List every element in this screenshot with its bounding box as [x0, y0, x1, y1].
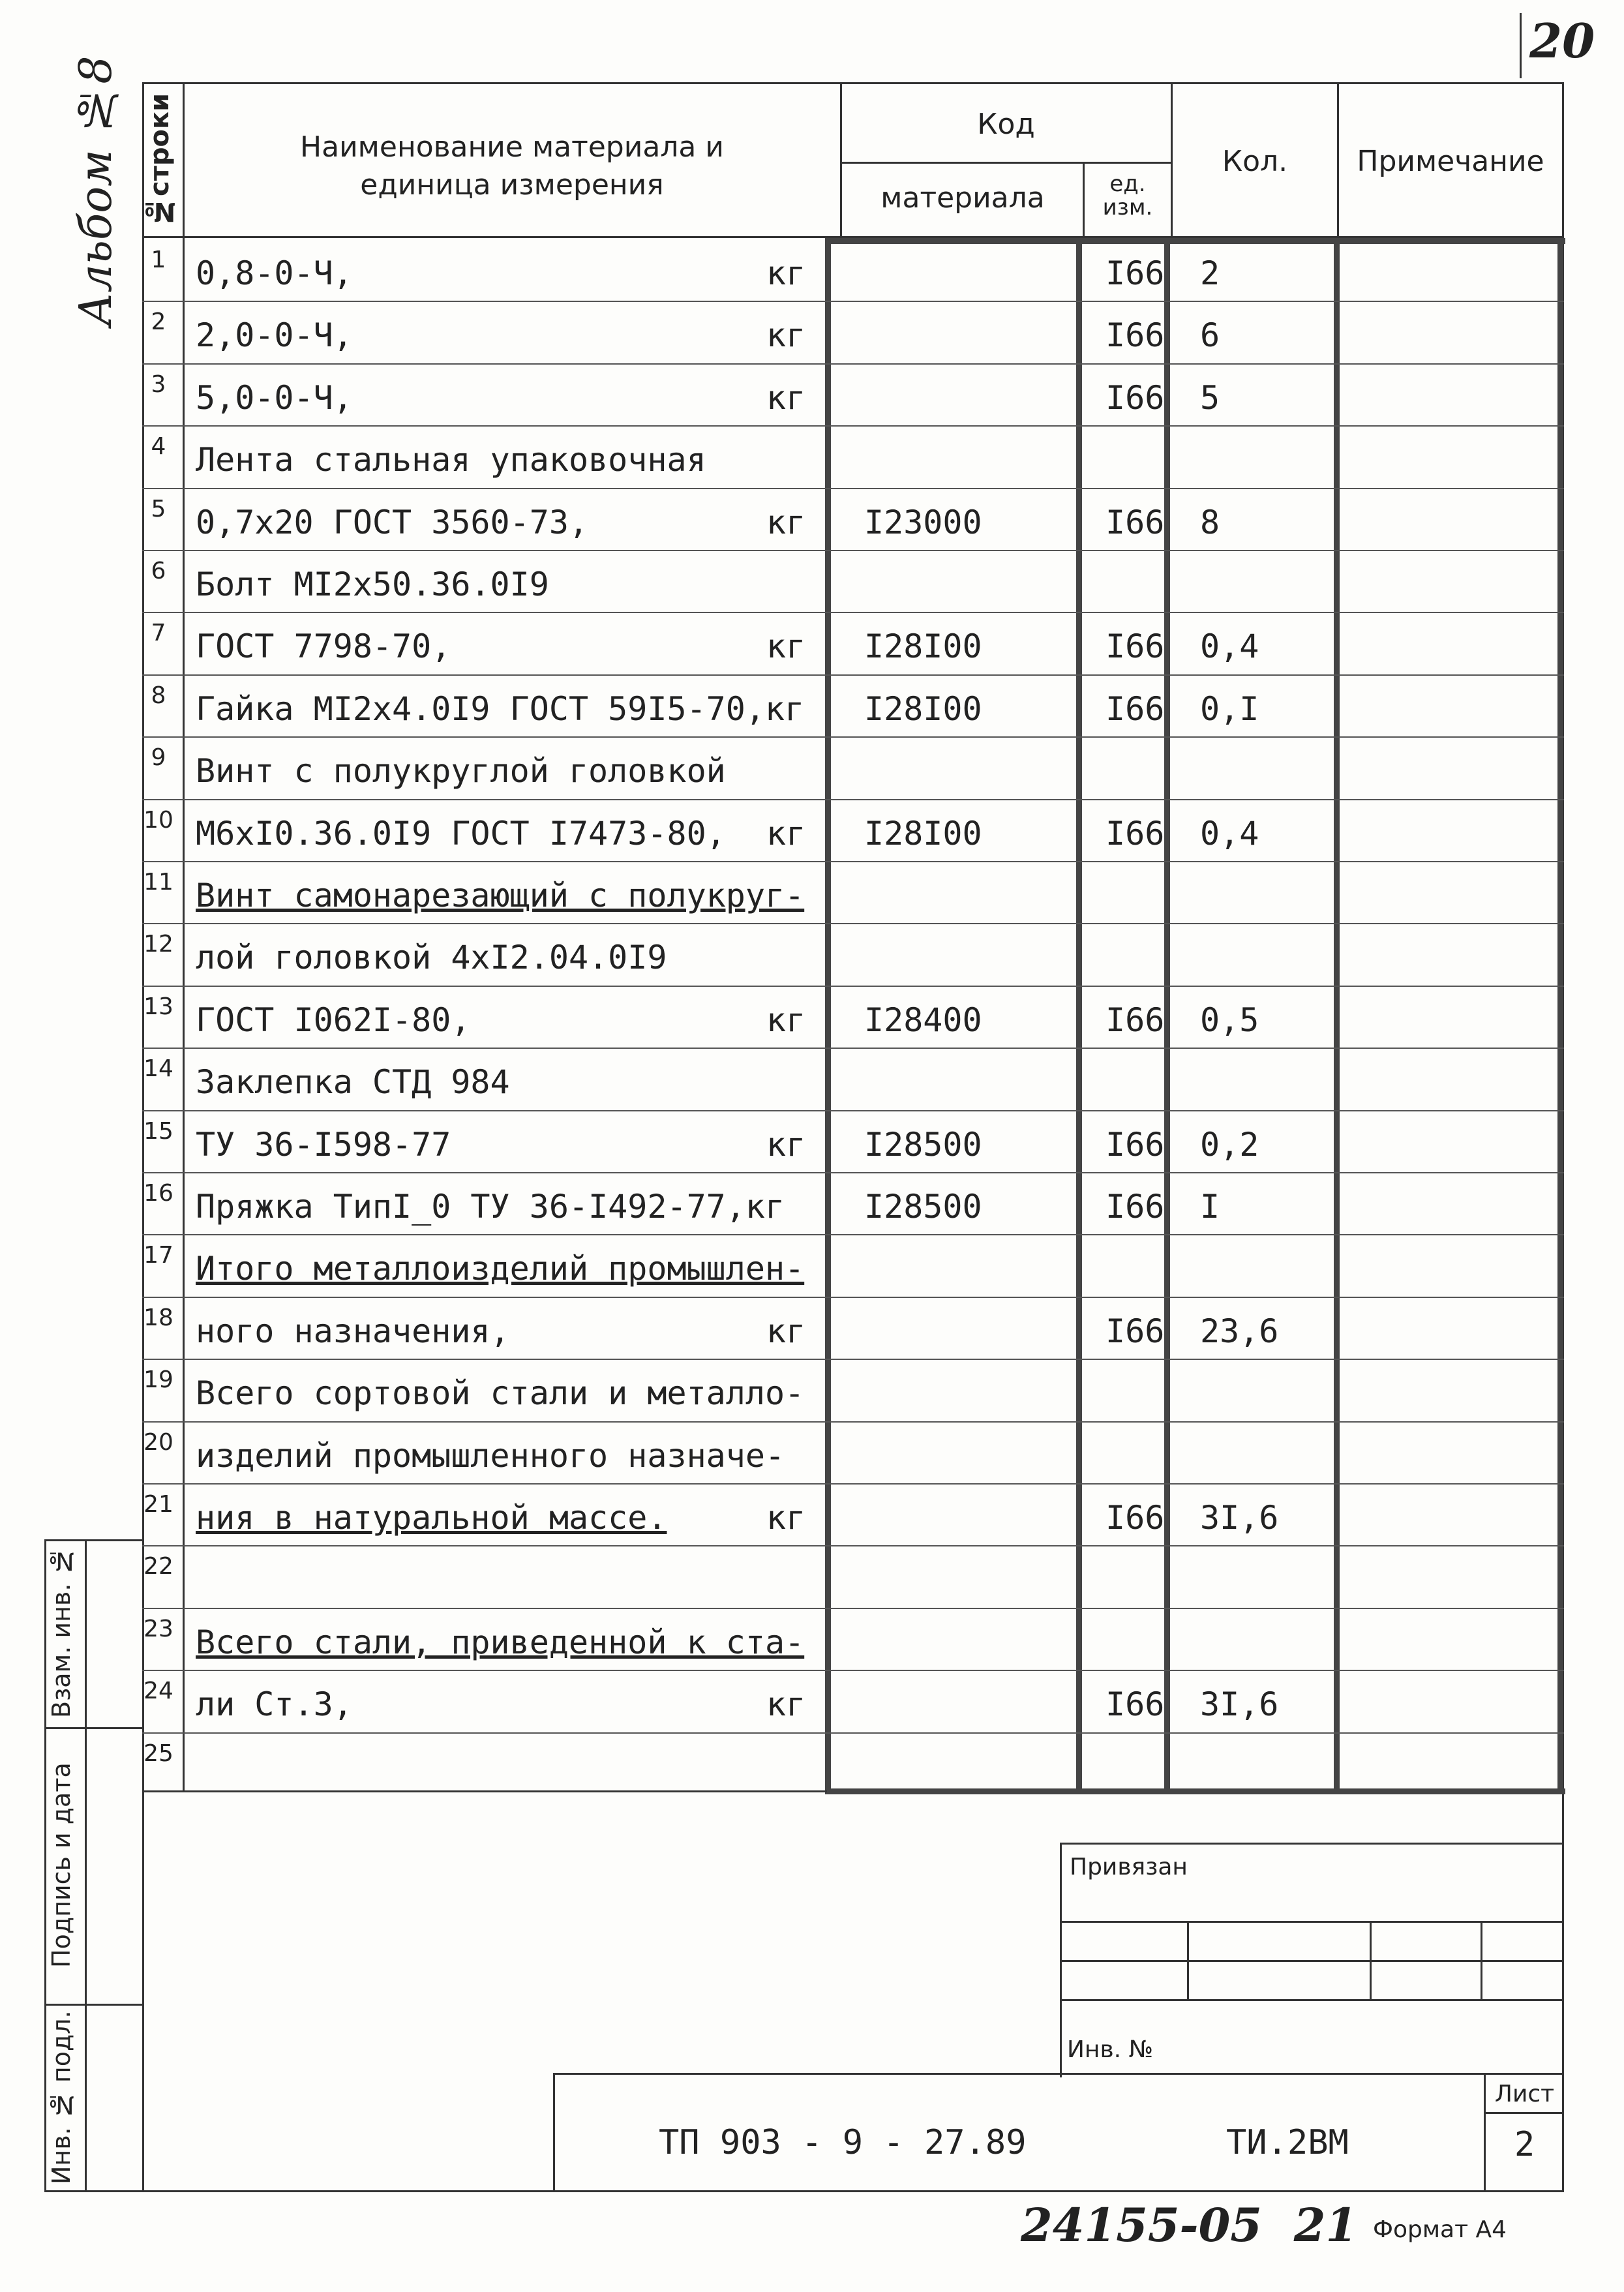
row-qty: 6	[1200, 316, 1220, 355]
row-name: Гайка MI2x4.0I9 ГОСТ 59I5-70,кг	[196, 689, 805, 728]
qty-col-bold	[1334, 238, 1340, 1794]
row-unit-code: I66	[1105, 814, 1165, 852]
row-separator	[142, 425, 1564, 427]
row-separator	[142, 1732, 1564, 1734]
tb-grid-h2	[1060, 1960, 1562, 1962]
row-number: 3	[151, 370, 166, 398]
header-note: Примечание	[1357, 145, 1544, 178]
row-number: 14	[143, 1055, 173, 1083]
row-name: лой головкой 4xI2.04.0I9	[196, 939, 667, 977]
stamp-podpis: Подпись и дата	[47, 1762, 76, 1968]
tb-grid-h1	[1060, 1921, 1562, 1923]
row-number: 19	[143, 1366, 173, 1394]
row-unit-code: I66	[1105, 1125, 1165, 1164]
tb-privyazan: Привязан	[1070, 1854, 1188, 1880]
row-separator	[142, 1421, 1564, 1423]
row-unit-code: I66	[1105, 627, 1165, 666]
row-unit: кг	[766, 1001, 806, 1039]
row-name: 0,7x20 ГОСТ 3560-73,	[196, 503, 589, 541]
header-unit-line2: изм.	[1102, 194, 1153, 220]
stamp-div2	[44, 2004, 142, 2006]
row-unit: кг	[766, 378, 806, 417]
row-number: 11	[143, 869, 173, 896]
row-name: Всего стали, приведенной к ста-	[196, 1623, 805, 1661]
row-separator	[142, 674, 1564, 676]
row-unit-code: I66	[1105, 1312, 1165, 1350]
row-number: 10	[143, 806, 173, 834]
row-number: 23	[143, 1615, 173, 1642]
album-label: Альбом №8	[70, 55, 122, 326]
header-qty: Кол.	[1222, 145, 1288, 178]
row-qty: 0,5	[1200, 1001, 1259, 1039]
body-bottom-bold	[825, 1788, 1565, 1794]
row-separator	[142, 1359, 1564, 1360]
row-material-code: I28I00	[864, 627, 982, 666]
row-unit: кг	[766, 316, 806, 355]
row-separator	[142, 1234, 1564, 1235]
row-separator	[142, 736, 1564, 738]
row-separator	[142, 612, 1564, 613]
row-separator	[142, 1172, 1564, 1173]
row-number: 21	[143, 1491, 173, 1518]
stamp-top	[44, 1539, 142, 1541]
row-number: 13	[143, 993, 173, 1020]
header-name-line2: единица измерения	[360, 168, 664, 202]
row-qty: 0,I	[1200, 689, 1259, 728]
row-name: 5,0-0-Ч,	[196, 378, 353, 417]
row-name: 0,8-0-Ч,	[196, 254, 353, 292]
row-number: 7	[151, 620, 166, 647]
row-name: Итого металлоизделий промышлен-	[196, 1250, 805, 1288]
row-unit: кг	[766, 1312, 806, 1350]
row-number: 24	[143, 1678, 173, 1705]
header-unit-line1: ед.	[1109, 171, 1146, 197]
row-separator	[142, 1483, 1564, 1485]
row-separator	[142, 923, 1564, 924]
row-separator	[142, 301, 1564, 302]
stamp-vzam: Взам. инв. №	[47, 1546, 76, 1718]
tb-grid-h3	[1060, 1999, 1562, 2001]
row-name: ГОСТ I062I-80,	[196, 1001, 471, 1039]
footer-format: Формат А4	[1373, 2216, 1507, 2243]
name-col-line	[840, 82, 842, 244]
row-unit: кг	[766, 1125, 806, 1164]
tb-sheet-value: 2	[1514, 2125, 1535, 2164]
tb-inv-no: Инв. №	[1067, 2036, 1154, 2063]
row-separator	[142, 861, 1564, 862]
row-number: 22	[143, 1553, 173, 1580]
row-separator	[142, 363, 1564, 365]
row-unit-code: I66	[1105, 1499, 1165, 1537]
row-unit: кг	[766, 814, 806, 852]
tb-grid-v3	[1481, 1921, 1482, 1999]
row-name: M6xI0.36.0I9 ГОСТ I7473-80,	[196, 814, 726, 852]
tb-main-left	[553, 2073, 555, 2192]
tb-sheet-div	[1484, 2112, 1563, 2114]
row-separator	[142, 986, 1564, 987]
header-row-no: №строки	[145, 93, 175, 227]
tb-grid-v1	[1187, 1921, 1189, 1999]
row-number: 9	[151, 744, 166, 772]
row-qty: 2	[1200, 254, 1220, 292]
row-qty: 5	[1200, 378, 1220, 417]
table-top-line	[142, 82, 1564, 84]
row-material-code: I28500	[864, 1125, 982, 1164]
rownum-col-line	[183, 82, 185, 1791]
row-material-code: I28I00	[864, 689, 982, 728]
row-qty: 0,4	[1200, 627, 1259, 666]
row-name: Всего сортовой стали и металло-	[196, 1374, 805, 1413]
tb-sheet-left	[1484, 2073, 1486, 2192]
body-top-bold	[825, 238, 1565, 244]
tb-doc-mark: ТИ.2ВМ	[1226, 2123, 1349, 2162]
right-bold	[1557, 238, 1563, 1794]
row-name: Лента стальная упаковочная	[196, 441, 706, 479]
row-qty: 8	[1200, 503, 1220, 541]
row-number: 8	[151, 682, 166, 709]
row-separator	[142, 1608, 1564, 1609]
tb-grid-v2	[1370, 1921, 1372, 1999]
row-name: 2,0-0-Ч,	[196, 316, 353, 355]
row-number: 17	[143, 1242, 173, 1269]
stamp-div1	[44, 1727, 142, 1729]
row-name: ГОСТ 7798-70,	[196, 627, 451, 666]
stamp-outer-left	[44, 1539, 46, 2192]
row-separator	[142, 1110, 1564, 1111]
row-number: 16	[143, 1180, 173, 1207]
unit-col-bold	[1076, 238, 1082, 1794]
tb-doc-code: ТП 903 - 9 - 27.89	[659, 2123, 1027, 2162]
row-material-code: I23000	[864, 503, 982, 541]
row-number: 6	[151, 558, 166, 584]
row-separator	[142, 799, 1564, 800]
row-unit-code: I66	[1105, 1188, 1165, 1226]
row-name: ТУ 36-I598-77	[196, 1125, 451, 1164]
header-name-line1: Наименование материала и	[300, 130, 724, 164]
page-number: 20	[1529, 13, 1595, 68]
row-separator	[142, 488, 1564, 489]
row-name: Пряжка ТипI_0 ТУ 36-I492-77,кг	[196, 1188, 785, 1226]
row-material-code: I28I00	[864, 814, 982, 852]
page-number-divider	[1520, 13, 1522, 78]
row-unit-code: I66	[1105, 254, 1165, 292]
row-name: Болт MI2x50.36.0I9	[196, 565, 549, 603]
row-unit-code: I66	[1105, 1001, 1165, 1039]
name-col-bold	[825, 238, 831, 1794]
row-qty: 23,6	[1200, 1312, 1279, 1350]
row-unit: кг	[766, 254, 806, 292]
row-unit: кг	[766, 503, 806, 541]
row-number: 5	[151, 495, 166, 522]
row-separator	[142, 1545, 1564, 1546]
row-name: ли Ст.3,	[196, 1685, 353, 1724]
table-bottom-line	[142, 1790, 827, 1792]
row-name: Винт самонарезающий с полукруг-	[196, 877, 805, 914]
row-unit-code: I66	[1105, 689, 1165, 728]
row-qty: 3I,6	[1200, 1685, 1279, 1724]
tb-privyazan-top	[1060, 1843, 1562, 1845]
row-number: 25	[143, 1740, 173, 1767]
row-separator	[142, 1670, 1564, 1671]
row-unit: кг	[766, 1499, 806, 1537]
row-separator	[142, 1297, 1564, 1298]
stamp-bottom	[44, 2190, 1564, 2192]
row-unit-code: I66	[1105, 316, 1165, 355]
row-material-code: I28400	[864, 1001, 982, 1039]
tb-sheet-label: Лист	[1494, 2081, 1555, 2107]
footer-handwritten: 24155-05 21	[1021, 2198, 1358, 2252]
code-subheader-line	[841, 162, 1171, 164]
header-material: материала	[880, 181, 1045, 215]
row-qty: 0,4	[1200, 814, 1259, 852]
stamp-inv-podl: Инв. № подл.	[47, 2010, 76, 2184]
stamp-inner	[85, 1539, 87, 2192]
row-number: 1	[151, 247, 166, 273]
row-material-code: I28500	[864, 1188, 982, 1226]
tb-main-top	[553, 2073, 1564, 2075]
row-name: изделий промышленного назначе-	[196, 1436, 785, 1475]
row-qty: 3I,6	[1200, 1499, 1279, 1537]
row-name: ного назначения,	[196, 1312, 510, 1350]
row-unit: кг	[766, 627, 806, 666]
row-number: 4	[151, 433, 166, 460]
row-number: 2	[151, 309, 166, 336]
row-number: 15	[143, 1117, 173, 1145]
row-separator	[142, 1048, 1564, 1049]
row-unit-code: I66	[1105, 378, 1165, 417]
row-unit-code: I66	[1105, 1685, 1165, 1724]
row-name: ния в натуральной массе.	[196, 1499, 667, 1537]
row-name: Винт с полукруглой головкой	[196, 752, 726, 791]
ucode-col-bold	[1164, 238, 1170, 1794]
row-number: 12	[143, 931, 173, 958]
row-qty: 0,2	[1200, 1125, 1259, 1164]
row-qty: I	[1200, 1188, 1220, 1226]
row-name: Заклепка СТД 984	[196, 1063, 510, 1102]
row-unit-code: I66	[1105, 503, 1165, 541]
row-unit: кг	[766, 1685, 806, 1724]
header-code: Код	[977, 108, 1035, 141]
row-number: 20	[143, 1428, 173, 1456]
row-separator	[142, 550, 1564, 551]
row-number: 18	[143, 1304, 173, 1331]
